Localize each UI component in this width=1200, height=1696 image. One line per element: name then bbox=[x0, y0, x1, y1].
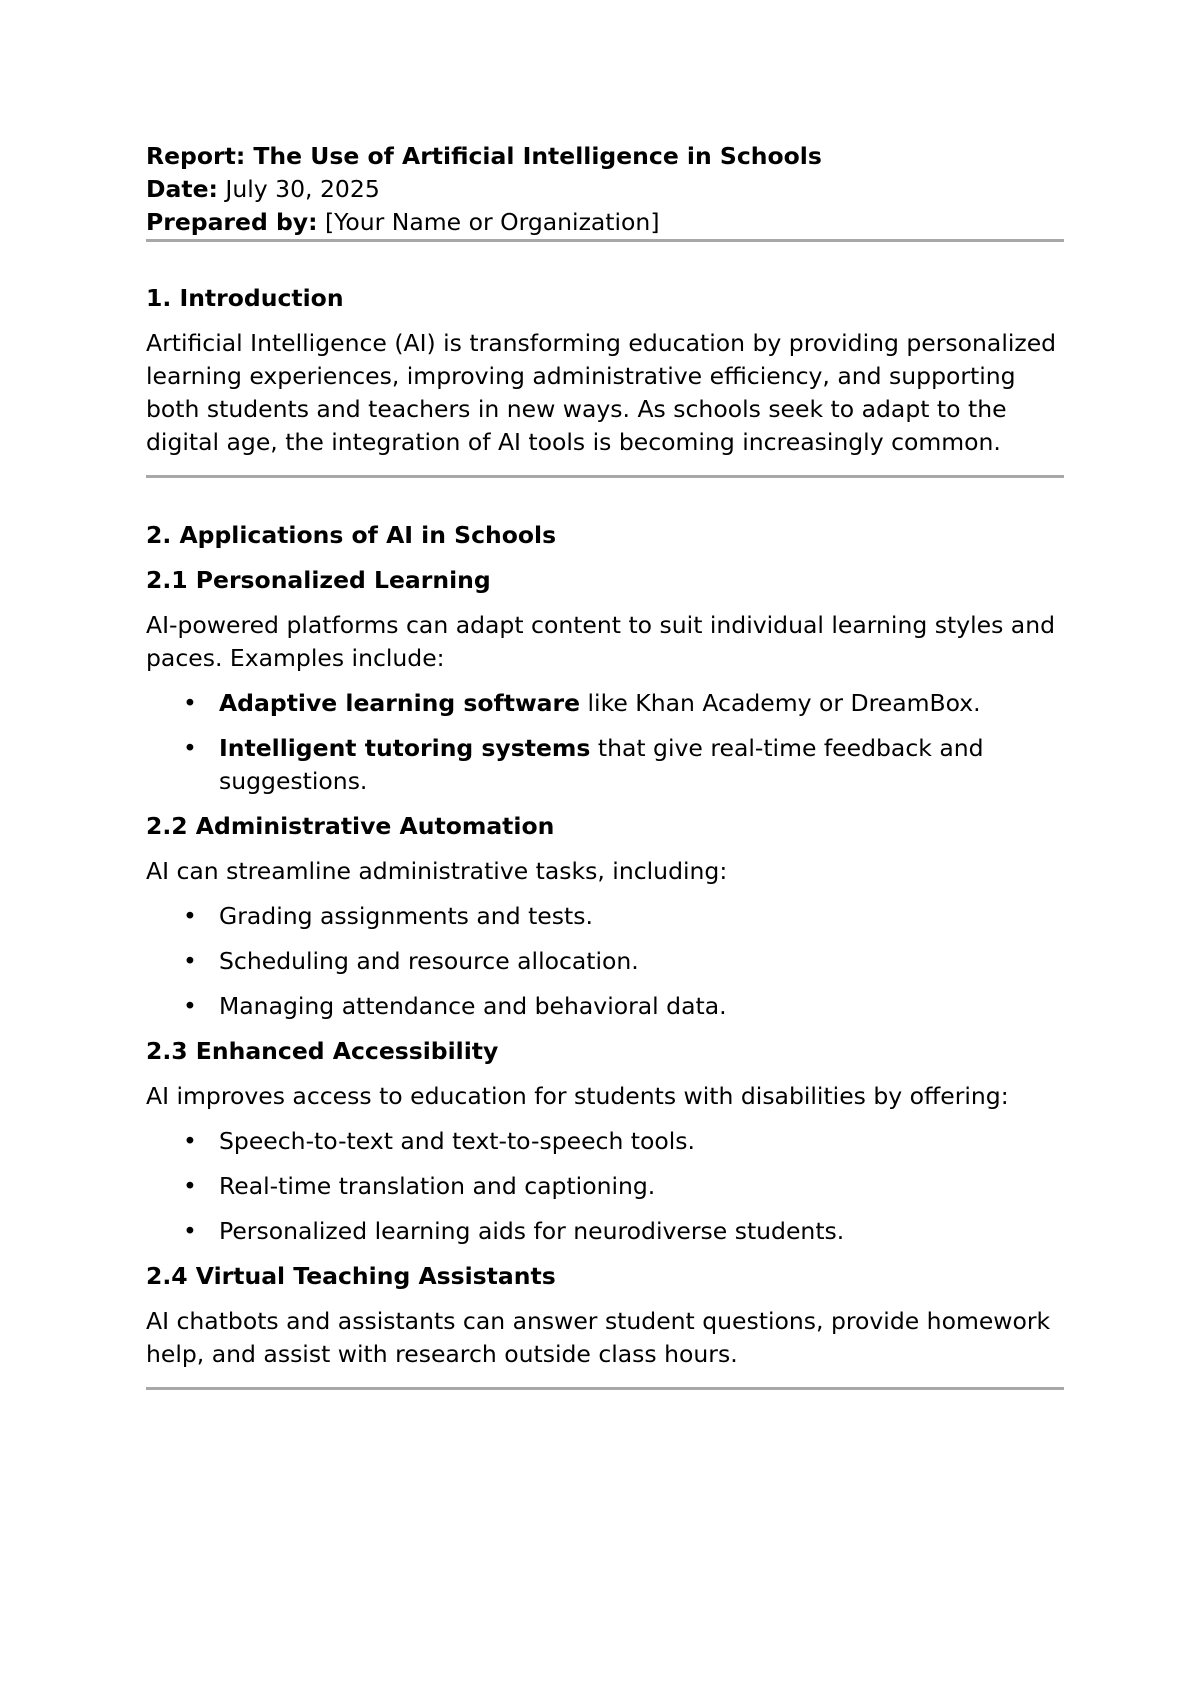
item-text: Scheduling and resource allocation. bbox=[219, 947, 639, 975]
item-text: Grading assignments and tests. bbox=[219, 902, 593, 930]
list-item bbox=[183, 945, 1064, 978]
personalized-heading: 2.1 Personalized Learning bbox=[146, 566, 491, 594]
item-bold: Intelligent tutoring systems bbox=[219, 734, 591, 762]
personalized-body: AI-powered platforms can adapt content to suit individual learning styles and paces. Examples include: bbox=[146, 611, 1056, 672]
personalized-list bbox=[146, 687, 1064, 798]
date-label: Date: bbox=[146, 175, 218, 203]
report-title: Report: The Use of Artificial Intelligence in Schools bbox=[146, 142, 822, 170]
assistants-body: AI chatbots and assistants can answer student questions, provide homework help, and assist with research outside class hours. bbox=[146, 1307, 1051, 1368]
list-item bbox=[183, 687, 1064, 720]
admin-body: AI can streamline administrative tasks, including: bbox=[146, 857, 728, 885]
bullet: • bbox=[183, 947, 197, 975]
access-list bbox=[146, 1125, 1064, 1248]
access-body: AI improves access to education for students with disabilities by offering: bbox=[146, 1082, 1009, 1110]
report-author bbox=[146, 206, 1064, 239]
assistants-heading: 2.4 Virtual Teaching Assistants bbox=[146, 1262, 556, 1290]
bullet: • bbox=[183, 902, 197, 930]
bullet: • bbox=[183, 1172, 197, 1200]
list-item bbox=[183, 990, 1064, 1023]
intro-heading: 1. Introduction bbox=[146, 284, 344, 312]
prepared-label: Prepared by: bbox=[146, 208, 318, 236]
applications-heading: 2. Applications of AI in Schools bbox=[146, 521, 557, 549]
intro-body: Artificial Intelligence (AI) is transforming education by providing personalized learning experiences, improving administrative efficiency, and supporting both students and teachers in new ways. As schools seek to adapt to the digital age, the integration of AI tools is becoming increasingly common. bbox=[146, 329, 1057, 456]
bullet: • bbox=[183, 992, 197, 1020]
admin-list bbox=[146, 900, 1064, 1023]
document-page bbox=[146, 140, 1064, 1390]
report-date bbox=[146, 173, 1064, 206]
prepared-value: [Your Name or Organization] bbox=[317, 208, 660, 236]
admin-heading: 2.2 Administrative Automation bbox=[146, 812, 555, 840]
item-bold: Adaptive learning software bbox=[219, 689, 581, 717]
bullet: • bbox=[183, 1217, 197, 1245]
list-item bbox=[183, 900, 1064, 933]
bullet: • bbox=[183, 734, 197, 762]
date-value: July 30, 2025 bbox=[217, 175, 380, 203]
access-heading: 2.3 Enhanced Accessibility bbox=[146, 1037, 499, 1065]
item-text: Personalized learning aids for neurodiverse students. bbox=[219, 1217, 845, 1245]
bullet: • bbox=[183, 1127, 197, 1155]
list-item bbox=[183, 1170, 1064, 1203]
list-item bbox=[183, 1215, 1064, 1248]
bullet: • bbox=[183, 689, 197, 717]
list-item bbox=[183, 1125, 1064, 1158]
item-text: like Khan Academy or DreamBox. bbox=[580, 689, 981, 717]
item-text: Managing attendance and behavioral data. bbox=[219, 992, 727, 1020]
item-text: Real-time translation and captioning. bbox=[219, 1172, 656, 1200]
item-text: that give real-time feedback and suggestions. bbox=[219, 734, 984, 795]
list-item bbox=[183, 732, 1064, 798]
item-text: Speech-to-text and text-to-speech tools. bbox=[219, 1127, 696, 1155]
divider-3 bbox=[146, 1387, 1064, 1390]
